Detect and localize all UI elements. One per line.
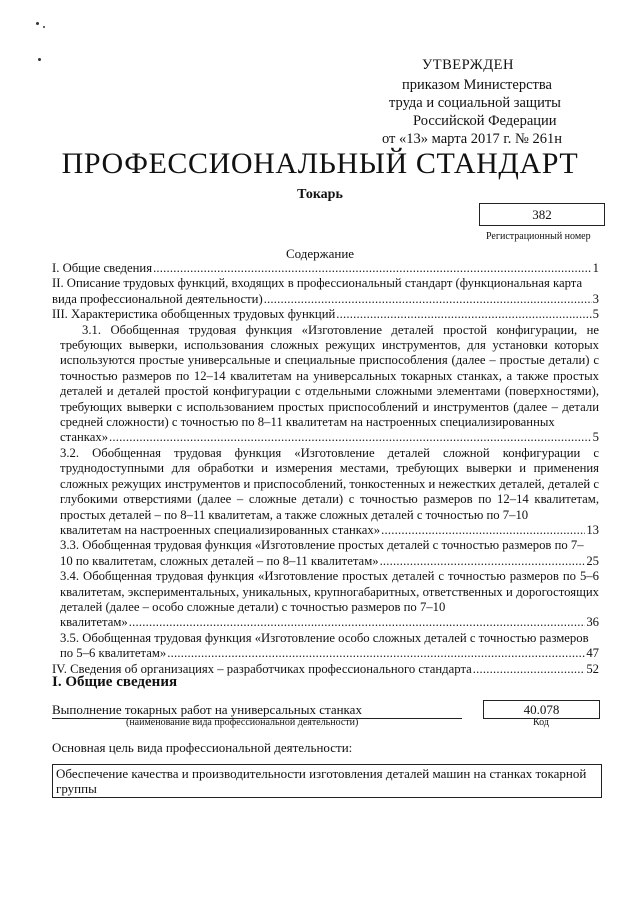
activity-code-caption: Код — [533, 717, 549, 728]
toc-item[interactable] — [52, 631, 599, 662]
toc-item[interactable] — [52, 446, 599, 538]
toc-page-number: 47 — [586, 646, 599, 661]
toc-item-text: 3.3. Обобщенная трудовая функция «Изготовление простых деталей с точностью размеров по 7– — [60, 538, 584, 553]
toc-page-number: 36 — [586, 615, 599, 630]
toc-item[interactable] — [52, 307, 599, 322]
activity-code-box: 40.078 — [483, 700, 600, 719]
toc-item-text: 3.4. Обобщенная трудовая функция «Изготовление простых деталей с точностью размеров по 5–6 квалитетам, экспериментальных, уникальных, крупногабаритных, ответственных и дорогостоящих деталей (далее – особо сложные детали) с точностью размеров по 7–10 — [60, 569, 599, 614]
toc-item-text: 3.5. Обобщенная трудовая функция «Изготовление особо сложных деталей с точностью размеров — [60, 630, 589, 645]
toc-page-number: 13 — [586, 522, 599, 537]
toc-page-number: 3 — [592, 291, 599, 306]
toc-heading: Содержание — [285, 246, 355, 261]
toc-item-text: вида профессиональной деятельности) — [52, 291, 263, 306]
toc-item[interactable] — [52, 323, 599, 446]
toc-page-number: 1 — [592, 261, 599, 275]
toc-item[interactable] — [52, 538, 599, 569]
toc-item-text: I. Общие сведения — [52, 261, 153, 275]
approved-line: Российской Федерации — [413, 113, 557, 129]
toc-item-text: 3.1. Обобщенная трудовая функция «Изготовление деталей простой конфигурации, не требующих выверки, использования сложных режущих инструментов, для установки которых используются простые универсальные и специальные приспособления (далее – простые детали) с точностью размеров по 12–14 квалитетам на универсальных токарных станках, а также простых деталей и деталей простой конфигурации с отдельными сложными элементами (поверхностями), требующих выверки с использованием простых приспособлений и инструментов (далее – детали средней сложности) с точностью по 8–11 квалитетам на настроенных специализированных — [60, 322, 599, 430]
section-heading: I. Общие сведения — [52, 674, 178, 690]
toc-item-text: 10 по квалитетам, сложных деталей – по 8–11 квалитетам» — [60, 553, 379, 568]
scan-specks — [36, 22, 48, 82]
activity-name-field: Выполнение токарных работ на универсальных станках — [52, 701, 462, 719]
registration-number-label: Регистрационный номер — [486, 231, 591, 242]
toc-item[interactable] — [52, 261, 599, 276]
toc-item[interactable] — [52, 276, 599, 307]
toc-item-text: II. Описание трудовых функций, входящих в профессиональный стандарт (функциональная карта — [52, 276, 583, 291]
activity-name-caption: (наименование вида профессиональной деятельности) — [126, 717, 359, 728]
approved-date-line: от «13» марта 2017 г. № 261н — [382, 131, 562, 147]
toc-item-text: III. Характеристика обобщенных трудовых функций — [52, 307, 336, 322]
approved-title: УТВЕРЖДЕН — [422, 57, 514, 73]
toc-item-text: 3.2. Обобщенная трудовая функция «Изготовление деталей сложной конфигурации с труднодоступными для обработки и измерения местами, требующих выверки и применения сложных режущих инструментов и приспособлений, тонкостенных и нежестких деталей, деталей с глубокими отверстиями (далее – сложные детали) с точностью размеров по 12–14 квалитетам, простых деталей – по 8–11 квалитетам, а также сложных деталей с точностью по 7–10 — [60, 445, 599, 522]
toc-item[interactable] — [52, 569, 599, 631]
toc-item-text: IV. Сведения об организациях – разработчиках профессионального стандарта — [52, 661, 472, 676]
toc-page-number: 52 — [586, 661, 599, 676]
toc-page-number: 5 — [592, 430, 599, 445]
goal-label: Основная цель вида профессиональной деятельности: — [52, 740, 353, 755]
approved-line: труда и социальной защиты — [389, 95, 561, 111]
toc-page-number: 5 — [592, 307, 599, 322]
goal-box: Обеспечение качества и производительности изготовления деталей машин на станках токарной группы — [52, 764, 602, 798]
toc-item-text: квалитетам на настроенных специализированных станках» — [60, 522, 381, 537]
approved-line: приказом Министерства — [402, 77, 552, 93]
toc-page-number: 25 — [586, 553, 599, 568]
profession-name: Токарь — [297, 187, 343, 202]
registration-number-box: 382 — [479, 203, 605, 226]
toc-item-text: квалитетам» — [60, 615, 128, 630]
table-of-contents — [52, 261, 599, 677]
document-title: ПРОФЕССИОНАЛЬНЫЙ СТАНДАРТ — [61, 147, 579, 180]
toc-item-text: станках» — [60, 430, 109, 445]
toc-item-text: по 5–6 квалитетам» — [60, 646, 167, 661]
